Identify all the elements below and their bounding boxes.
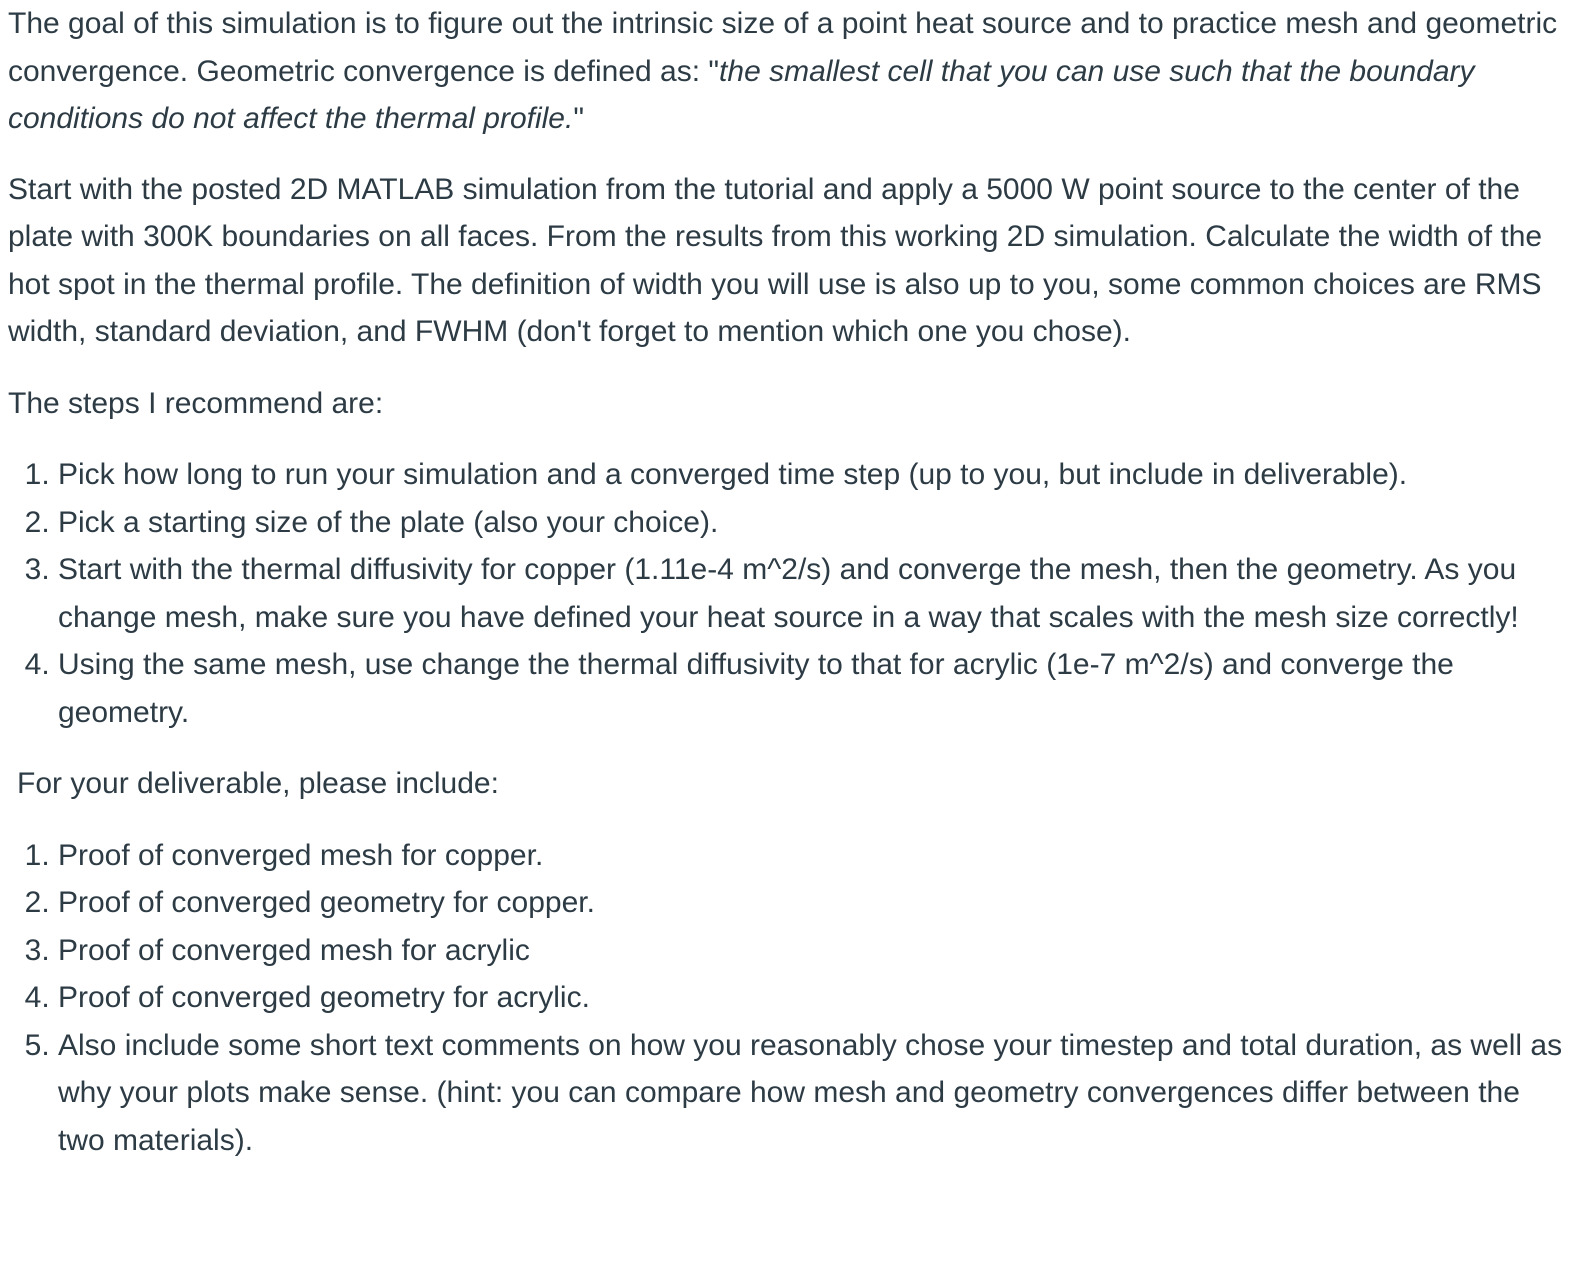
- deliverable-item-3: 3. Proof of converged mesh for acrylic: [58, 927, 1564, 975]
- deliverable-heading: For your deliverable, please include:: [17, 767, 499, 800]
- step-item-1: 1. Pick how long to run your simulation and a converged time step (up to you, but include in deliverable).: [58, 451, 1564, 499]
- intro-text: The goal of this simulation is to figure out the intrinsic size of a point heat source and to practice mesh and geometric convergence. Geometric convergence is defined as: ": [8, 7, 1558, 88]
- steps-list: [8, 451, 1564, 736]
- steps-heading: The steps I recommend are:: [8, 386, 384, 420]
- intro-definition-italic: the smallest cell that you can use such that the boundary conditions do not affect the thermal profile.: [8, 54, 1475, 135]
- step-item-4: 4. Using the same mesh, use change the thermal diffusivity to that for acrylic (1e-7 m^2/s) and converge the geometry.: [58, 641, 1564, 736]
- deliverable-item-2: 2. Proof of converged geometry for copper.: [58, 879, 1564, 927]
- step-item-3: 3. Start with the thermal diffusivity for copper (1.11e-4 m^2/s) and converge the mesh, then the geometry. As you change mesh, make sure you have defined your heat source in a way that scales with the mesh size correctly!: [58, 546, 1564, 641]
- deliverable-item-1: 1. Proof of converged mesh for copper.: [58, 832, 1564, 880]
- task-paragraph: Start with the posted 2D MATLAB simulation from the tutorial and apply a 5000 W point source to the center of the plate with 300K boundaries on all faces. From the results from this working 2D simulation. Calculate the width of the hot spot in the thermal profile. The definition of width you will use is also up to you, some common choices are RMS width, standard deviation, and FWHM (don't forget to mention which one you chose).: [8, 172, 1543, 348]
- intro-closing-quote: ": [573, 102, 584, 135]
- deliverable-item-4: 4. Proof of converged geometry for acrylic.: [58, 974, 1564, 1022]
- deliverable-list: [8, 832, 1564, 1165]
- intro-paragraph: [8, 0, 1564, 143]
- deliverable-item-5: 5. Also include some short text comments on how you reasonably chose your timestep and total duration, as well as why your plots make sense. (hint: you can compare how mesh and geometry convergences differ between the two materials).: [58, 1022, 1564, 1165]
- step-item-2: 2. Pick a starting size of the plate (also your choice).: [58, 499, 1564, 547]
